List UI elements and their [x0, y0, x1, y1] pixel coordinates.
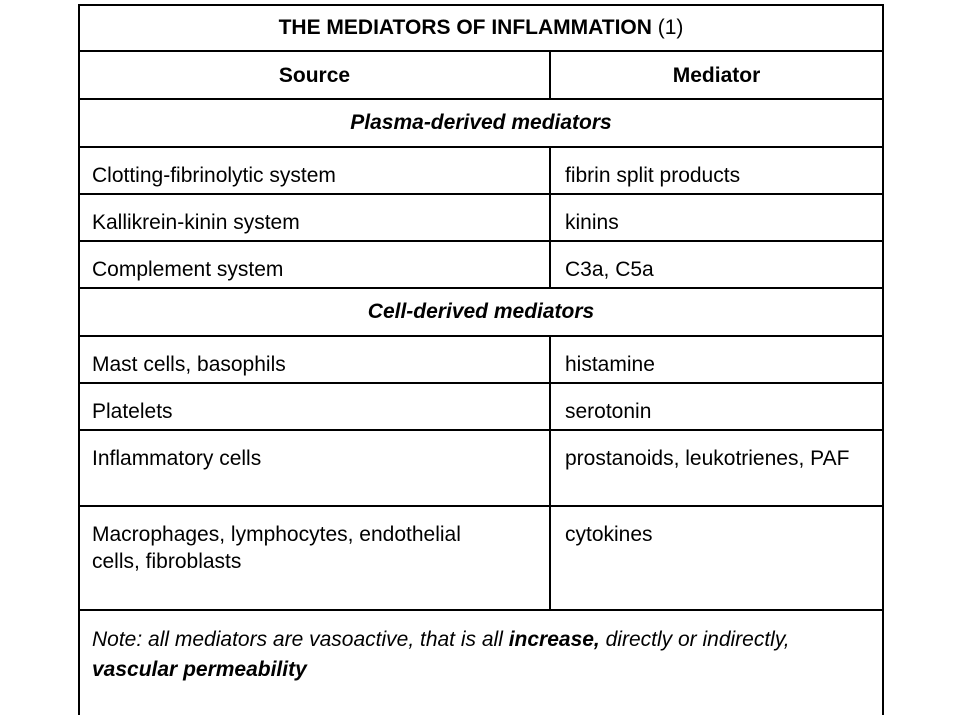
table-row — [80, 507, 882, 611]
table-title-bold: THE MEDIATORS OF INFLAMMATION — [278, 16, 652, 39]
table-row — [80, 431, 882, 507]
header-source: Source — [80, 52, 551, 98]
table-title-row — [80, 6, 882, 52]
table-row — [80, 148, 882, 195]
source-cell: Kallikrein-kinin system — [80, 195, 551, 240]
table-row — [80, 242, 882, 289]
mediator-cell: fibrin split products — [565, 164, 741, 187]
mediators-table — [78, 4, 884, 715]
note-bold-vascular-permeability: vascular permeability — [92, 658, 307, 681]
header-row — [80, 52, 882, 100]
note-row — [80, 611, 882, 715]
source-cell: Platelets — [80, 384, 551, 429]
source-cell: Inflammatory cells — [80, 431, 551, 505]
mediator-cell: kinins — [565, 211, 619, 234]
table-title — [80, 6, 882, 50]
source-cell: Complement system — [80, 242, 551, 287]
note-bold-increase: increase, — [508, 628, 600, 651]
table-row — [80, 337, 882, 384]
mediator-cell: C3a, C5a — [565, 258, 654, 281]
note-part-1: Note: all mediators are vasoactive, that is all — [92, 628, 509, 651]
mediator-cell: prostanoids, leukotrienes, PAF — [565, 447, 850, 470]
source-cell: Macrophages, lymphocytes, endothelial cells, fibroblasts — [80, 507, 551, 609]
mediator-cell: cytokines — [565, 523, 653, 546]
table-title-number: (1) — [651, 16, 684, 39]
mediator-cell: histamine — [565, 353, 655, 376]
table-row — [80, 384, 882, 431]
note-text — [80, 611, 882, 715]
section-row-plasma — [80, 100, 882, 148]
source-cell: Mast cells, basophils — [80, 337, 551, 382]
header-mediator: Mediator — [672, 63, 761, 87]
section-row-cell — [80, 289, 882, 337]
note-part-2: directly or indirectly, — [599, 628, 796, 651]
source-cell: Clotting-fibrinolytic system — [80, 148, 551, 193]
table-row — [80, 195, 882, 242]
mediator-cell: serotonin — [565, 400, 652, 423]
section-label-cell: Cell-derived mediators — [367, 300, 595, 323]
section-label-plasma: Plasma-derived mediators — [350, 111, 612, 134]
